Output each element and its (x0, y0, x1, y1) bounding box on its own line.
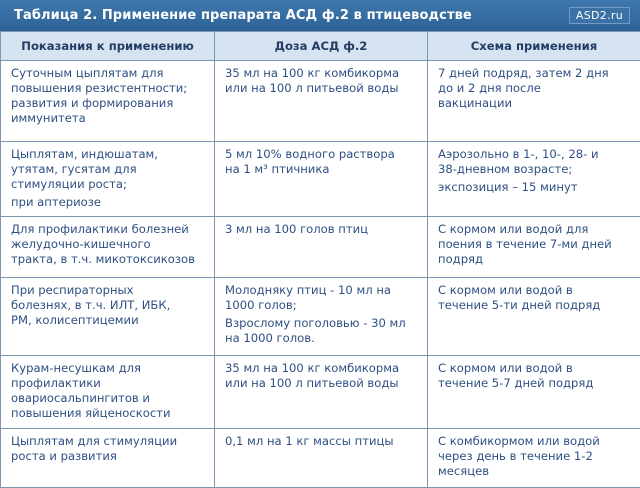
table-title-bar (0, 0, 640, 31)
cell-text: подряд (438, 252, 632, 267)
cell-text: утятам, гусятам для (11, 162, 206, 177)
cell-text: 3 мл на 100 голов птиц (225, 222, 419, 237)
cell-text: роста и развития (11, 449, 206, 464)
cell-text: Молодняку птиц - 10 мл на (225, 283, 419, 298)
dose-cell (215, 61, 428, 142)
indication-cell (1, 356, 215, 429)
cell-text: Суточным цыплятам для (11, 66, 206, 81)
cell-text: С кормом или водой для (438, 222, 632, 237)
cell-text: 5 мл 10% водного раствора (225, 147, 419, 162)
cell-text: вакцинации (438, 96, 632, 111)
dose-cell (215, 142, 428, 217)
cell-text: При респираторных (11, 283, 206, 298)
cell-text: на 1 м³ птичника (225, 162, 419, 177)
cell-text: или на 100 л питьевой воды (225, 81, 419, 96)
scheme-cell (428, 61, 640, 142)
cell-text: повышения резистентности; (11, 81, 206, 96)
cell-text: 35 мл на 100 кг комбикорма (225, 361, 419, 376)
indication-cell (1, 429, 215, 488)
cell-text: течение 5-ти дней подряд (438, 298, 632, 313)
table-row (1, 278, 640, 356)
indication-cell (1, 142, 215, 217)
cell-text: поения в течение 7-ми дней (438, 237, 632, 252)
cell-text: или на 100 л питьевой воды (225, 376, 419, 391)
table-row (1, 429, 640, 488)
dose-cell (215, 278, 428, 356)
cell-text: желудочно-кишечного (11, 237, 206, 252)
header-dose: Доза АСД ф.2 (215, 32, 428, 61)
header-indication: Показания к применению (1, 32, 215, 61)
cell-text: месяцев (438, 464, 632, 479)
cell-text: 38-дневном возрасте; (438, 162, 632, 177)
cell-text: С кормом или водой в (438, 283, 632, 298)
cell-text: на 1000 голов. (225, 331, 419, 346)
cell-text: 1000 голов; (225, 298, 419, 313)
scheme-cell (428, 278, 640, 356)
dose-cell (215, 429, 428, 488)
cell-text: течение 5-7 дней подряд (438, 376, 632, 391)
cell-text: РМ, колисептицемии (11, 313, 206, 328)
cell-text: Для профилактики болезней (11, 222, 206, 237)
cell-text: овариосальпингитов и (11, 391, 206, 406)
scheme-cell (428, 356, 640, 429)
cell-text: Взрослому поголовью - 30 мл (225, 316, 419, 331)
indication-cell (1, 61, 215, 142)
table-row (1, 61, 640, 142)
cell-text: повышения яйценоскости (11, 406, 206, 421)
indication-cell (1, 278, 215, 356)
cell-text: стимуляции роста; (11, 177, 206, 192)
table-row (1, 217, 640, 278)
cell-text: Курам-несушкам для (11, 361, 206, 376)
cell-text: при аптериозе (11, 195, 206, 210)
cell-text: С комбикормом или водой (438, 434, 632, 449)
cell-text: Аэрозольно в 1-, 10-, 28- и (438, 147, 632, 162)
table-title: Таблица 2. Применение препарата АСД ф.2 в птицеводстве (14, 8, 472, 23)
cell-text: тракта, в т.ч. микотоксикозов (11, 252, 206, 267)
indication-cell (1, 217, 215, 278)
cell-text: профилактики (11, 376, 206, 391)
cell-text: иммунитета (11, 111, 206, 126)
cell-text: 35 мл на 100 кг комбикорма (225, 66, 419, 81)
cell-text: экспозиция – 15 минут (438, 180, 632, 195)
cell-text: Цыплятам для стимуляции (11, 434, 206, 449)
cell-text: 0,1 мл на 1 кг массы птицы (225, 434, 419, 449)
scheme-cell (428, 142, 640, 217)
scheme-cell (428, 429, 640, 488)
cell-text: развития и формирования (11, 96, 206, 111)
poultry-asd-table (0, 31, 640, 488)
header-row (1, 32, 640, 61)
site-logo[interactable]: ASD2.ru (569, 7, 630, 24)
cell-text: через день в течение 1-2 (438, 449, 632, 464)
cell-text: 7 дней подряд, затем 2 дня (438, 66, 632, 81)
cell-text: С кормом или водой в (438, 361, 632, 376)
table-row (1, 142, 640, 217)
cell-text: до и 2 дня после (438, 81, 632, 96)
header-scheme: Схема применения (428, 32, 640, 61)
dose-cell (215, 356, 428, 429)
scheme-cell (428, 217, 640, 278)
table-row (1, 356, 640, 429)
cell-text: болезнях, в т.ч. ИЛТ, ИБК, (11, 298, 206, 313)
cell-text: Цыплятам, индюшатам, (11, 147, 206, 162)
dose-cell (215, 217, 428, 278)
